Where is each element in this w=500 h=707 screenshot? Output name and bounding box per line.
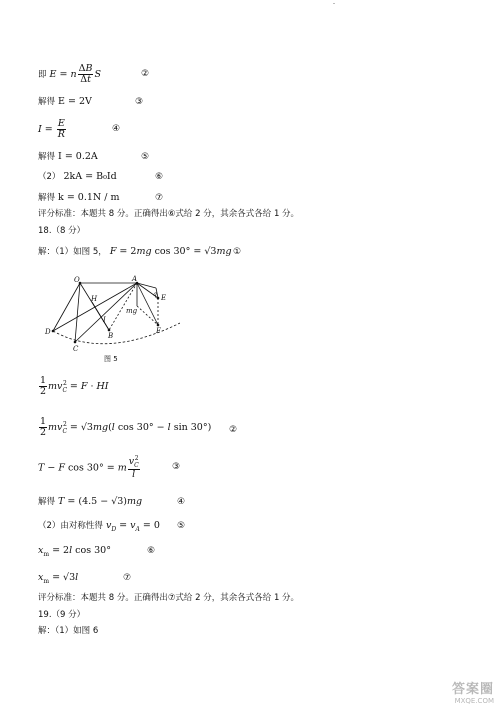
grading-17: 评分标准：本题共 8 分。正确得出⑥式给 2 分，其余各式各给 1 分。 — [38, 209, 300, 219]
eq-mark-6: ⑥ — [155, 172, 164, 182]
question-18-header: 18.（8 分） — [38, 226, 86, 236]
eq-part2-line — [38, 172, 117, 182]
eq-body: 2kA = B₀Id — [63, 171, 117, 182]
label-d: D — [45, 328, 51, 336]
label-o: O — [74, 276, 80, 284]
label-i: I — [103, 316, 106, 324]
prefix: 即 — [38, 69, 47, 80]
question-19-intro: 解：（1）如图 6 — [38, 626, 99, 636]
line-oc — [75, 283, 80, 342]
site-watermark — [452, 678, 494, 705]
eq-e-value-line — [38, 97, 92, 107]
eq-mark-2b: ② — [229, 425, 238, 435]
point-b — [108, 329, 111, 332]
eq-current-line: I = $\frac{E}{R}$ — [38, 118, 65, 140]
eq-mark-5b: ⑤ — [177, 521, 186, 531]
eq-symmetry-line: （2）由对称性得 $v_D = v_A = 0$ — [38, 520, 160, 533]
eq-mark-1: ① — [233, 247, 242, 257]
eq-mark-3b: ③ — [172, 462, 181, 472]
eq-emf-line: 即 E = n $\frac{\Delta B}{\Delta t}$ S — [38, 63, 101, 85]
line-af — [137, 283, 158, 325]
eq-energy-expanded: $\frac{1}{2}$ $mv_C^2 = √3mg(l$ cos 30° − l sin 30°) — [40, 416, 212, 438]
label-b: B — [108, 332, 114, 340]
eq-tension-line: T − F cos 30° = m $\frac{v_C^2}{l}$ — [38, 455, 139, 481]
line-od — [53, 283, 80, 331]
eq-mark-4b: ④ — [177, 497, 186, 507]
eq-body: k = 0.1N / m — [58, 192, 120, 203]
eq-mark-4: ④ — [112, 124, 121, 134]
eq-xm-line-1: $x_m = 2l$ cos 30° — [38, 545, 111, 558]
point-e — [157, 297, 160, 300]
label-e: E — [161, 294, 167, 302]
grading-18: 评分标准：本题共 8 分。正确得出⑦式给 2 分，其余各式各给 1 分。 — [38, 593, 300, 603]
q18-first-eq: 解：（1）如图 5， F = 2mg cos 30° = √3mg — [38, 246, 232, 257]
prefix: 解得 — [38, 152, 56, 162]
prefix: 解得 — [38, 97, 56, 107]
eq-xm-line-2: $x_m = √3l$ — [38, 572, 79, 585]
eq-k-line — [38, 193, 119, 203]
eq-mark-7: ⑦ — [155, 193, 164, 203]
point-c — [74, 341, 77, 344]
question-19-header: 19.（9 分） — [38, 610, 86, 620]
point-d — [52, 330, 55, 333]
eq-mark-3: ③ — [135, 97, 144, 107]
figure-5-diagram — [40, 273, 180, 353]
prefix: 解得 — [38, 497, 56, 507]
watermark-url: MXQE.COM — [454, 697, 494, 705]
intro: 解：（1）如图 5， — [38, 247, 107, 257]
prefix: 解得 — [38, 193, 56, 203]
line-hb — [92, 302, 109, 330]
line-mgf — [137, 306, 158, 325]
eq-mark-6b: ⑥ — [147, 546, 156, 556]
eq-energy-line: $\frac{1}{2}$ $mv_C^2 = F$ · HI — [40, 375, 109, 397]
label-h: H — [91, 295, 98, 303]
label-a: A — [132, 275, 138, 283]
eq-mark-7b: ⑦ — [123, 573, 132, 583]
label-q: q — [153, 291, 157, 298]
eq-mark-5: ⑤ — [141, 152, 150, 162]
eq-i-value-line — [38, 152, 98, 162]
eq-mark-2: ② — [141, 69, 150, 79]
label-c: C — [73, 345, 79, 353]
eq-body: I = 0.2A — [58, 151, 98, 162]
figure-5-caption: 图 5 — [104, 355, 118, 363]
prefix: （2）由对称性得 — [38, 521, 103, 531]
label-f: F — [156, 327, 161, 335]
prefix: （2） — [38, 172, 61, 182]
point-f — [157, 324, 160, 327]
top-dot — [333, 3, 335, 4]
eq-t-value-line: 解得 T = (4.5 − √3)mg — [38, 496, 143, 507]
watermark-logo: 答案圈 — [451, 682, 494, 697]
arc-path — [53, 323, 180, 344]
label-mg: mg — [126, 307, 138, 315]
eq-body: E = 2V — [58, 96, 92, 107]
